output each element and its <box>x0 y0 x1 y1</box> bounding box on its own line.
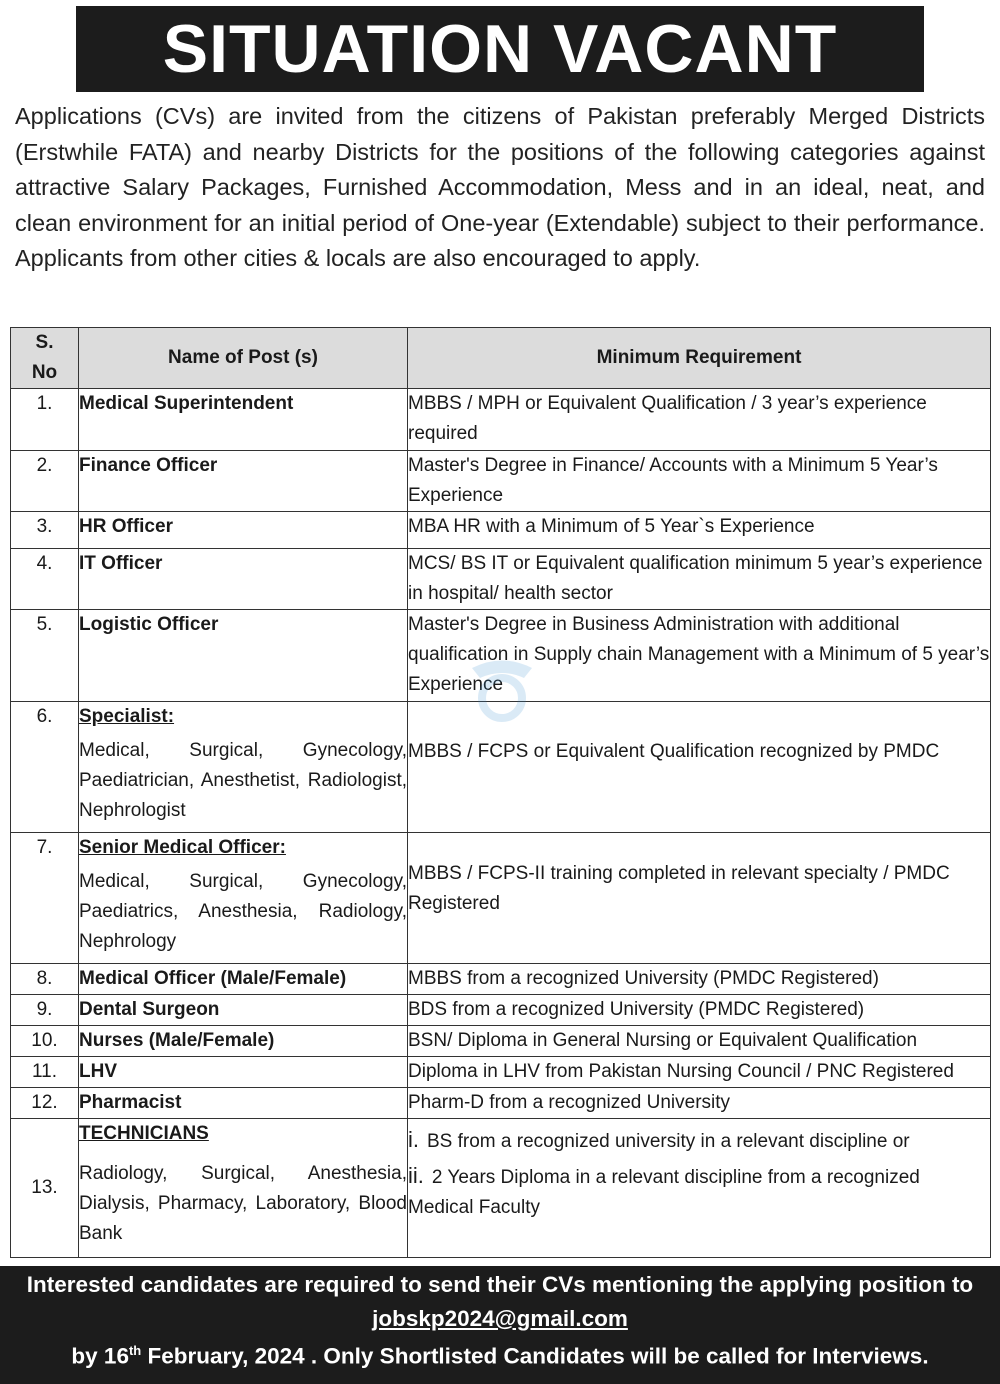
table-row <box>11 1119 991 1258</box>
post-category-list: Radiology, Surgical, Anesthesia, Dialysis, Pharmacy, Laboratory, Blood Bank <box>79 1163 407 1244</box>
positions-table <box>10 327 991 1258</box>
row-requirement: MBBS / FCPS-II training completed in relevant specialty / PMDC Registered <box>408 833 991 964</box>
row-post: Nurses (Male/Female) <box>79 1026 408 1057</box>
row-sno: 4. <box>11 549 79 610</box>
page-title: SITUATION VACANT <box>76 6 924 92</box>
row-post: Pharmacist <box>79 1088 408 1119</box>
row-post: LHV <box>79 1057 408 1088</box>
row-requirement: MBBS / MPH or Equivalent Qualification / 3 year’s experience required <box>408 389 991 451</box>
post-category-title: TECHNICIANS <box>79 1123 209 1144</box>
row-sno: 7. <box>11 833 79 964</box>
table-row <box>11 549 991 610</box>
row-sno: 13. <box>11 1119 79 1258</box>
row-post: Medical Officer (Male/Female) <box>79 964 408 995</box>
row-requirement: BDS from a recognized University (PMDC Registered) <box>408 995 991 1026</box>
row-sno: 5. <box>11 610 79 702</box>
header-post: Name of Post (s) <box>79 328 408 389</box>
row-sno: 2. <box>11 451 79 512</box>
table-row <box>11 451 991 512</box>
row-sno: 12. <box>11 1088 79 1119</box>
row-post: Logistic Officer <box>79 610 408 702</box>
row-sno: 6. <box>11 702 79 833</box>
table-row <box>11 512 991 549</box>
row-post: Dental Surgeon <box>79 995 408 1026</box>
row-post <box>79 702 408 833</box>
row-requirement: Pharm-D from a recognized University <box>408 1088 991 1119</box>
row-requirement: MBBS / FCPS or Equivalent Qualification recognized by PMDC <box>408 702 991 833</box>
table-row <box>11 1026 991 1057</box>
footer-bar <box>0 1266 1000 1384</box>
row-requirement: Diploma in LHV from Pakistan Nursing Council / PNC Registered <box>408 1057 991 1088</box>
header-requirement: Minimum Requirement <box>408 328 991 389</box>
row-sno: 9. <box>11 995 79 1026</box>
row-post <box>79 833 408 964</box>
table-row <box>11 702 991 833</box>
row-sno: 10. <box>11 1026 79 1057</box>
row-post: Medical Superintendent <box>79 389 408 451</box>
row-requirement: MBBS from a recognized University (PMDC Registered) <box>408 964 991 995</box>
row-sno: 3. <box>11 512 79 549</box>
footer-email-link[interactable]: jobskp2024@gmail.com <box>372 1306 628 1331</box>
table-row <box>11 389 991 451</box>
row-post: IT Officer <box>79 549 408 610</box>
row-sno: 11. <box>11 1057 79 1088</box>
row-requirement: BSN/ Diploma in General Nursing or Equivalent Qualification <box>408 1026 991 1057</box>
requirement-option-2: ii. 2 Years Diploma in a relevant discipline from a recognized Medical Faculty <box>408 1163 920 1218</box>
row-post: HR Officer <box>79 512 408 549</box>
row-requirement <box>408 1119 991 1258</box>
post-category-list: Medical, Surgical, Gynecology, Paediatrician, Anesthetist, Radiologist, Nephrologist <box>79 740 407 821</box>
table-row <box>11 833 991 964</box>
table-row <box>11 610 991 702</box>
post-category-list: Medical, Surgical, Gynecology, Paediatrics, Anesthesia, Radiology, Nephrology <box>79 871 407 952</box>
table-header-row <box>11 328 991 389</box>
row-requirement: Master's Degree in Business Administration with additional qualification in Supply chain Management with a Minimum of 5 year’s Experience <box>408 610 991 702</box>
row-post: Finance Officer <box>79 451 408 512</box>
post-category-title: Senior Medical Officer: <box>79 837 286 858</box>
row-requirement: MBA HR with a Minimum of 5 Year`s Experience <box>408 512 991 549</box>
header-sno: S. No <box>11 328 79 389</box>
post-category-title: Specialist: <box>79 706 175 727</box>
table-row <box>11 1088 991 1119</box>
table-row <box>11 995 991 1026</box>
table-row <box>11 964 991 995</box>
row-sno: 8. <box>11 964 79 995</box>
row-sno: 1. <box>11 389 79 451</box>
row-post <box>79 1119 408 1258</box>
table-row <box>11 1057 991 1088</box>
row-requirement: Master's Degree in Finance/ Accounts with a Minimum 5 Year’s Experience <box>408 451 991 512</box>
requirement-option-1: i. BS from a recognized university in a relevant discipline or <box>408 1127 910 1152</box>
footer-deadline: by 16th February, 2024 . Only Shortlisted Candidates will be called for Interviews. <box>71 1343 929 1369</box>
row-requirement: MCS/ BS IT or Equivalent qualification minimum 5 year’s experience in hospital/ health sector <box>408 549 991 610</box>
footer-instruction: Interested candidates are required to send their CVs mentioning the applying position to <box>26 1272 974 1297</box>
intro-paragraph: Applications (CVs) are invited from the citizens of Pakistan preferably Merged Districts (Erstwhile FATA) and nearby Districts for the positions of the following categories against attractive Salary Packages, Furnished Accommodation, Mess and in an ideal, neat, and clean environment for an initial period of One-year (Extendable) subject to their performance. Applicants from other cities & locals are also encouraged to apply. <box>15 103 985 271</box>
